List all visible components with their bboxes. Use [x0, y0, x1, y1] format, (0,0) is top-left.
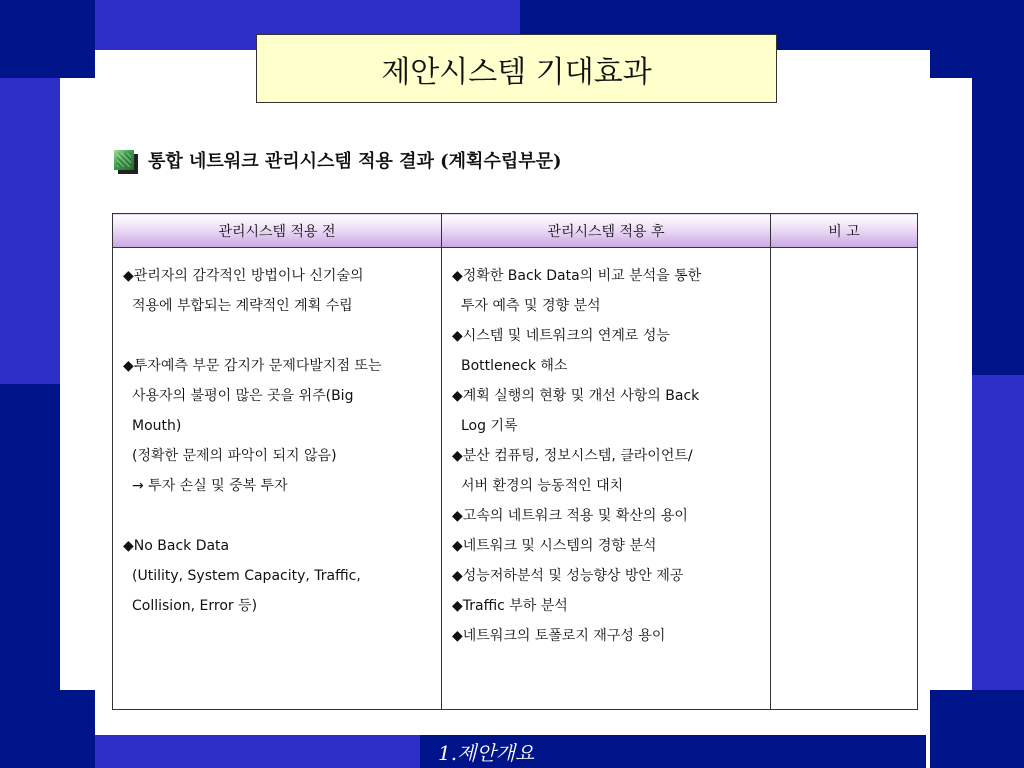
after-line: ◆시스템 및 네트워크의 연계로 성능 — [452, 328, 670, 344]
section-heading — [114, 146, 562, 174]
after-line: ◆분산 컴퓨팅, 정보시스템, 클라이언트/ — [452, 448, 693, 464]
frame-bottom-left-block — [0, 690, 95, 768]
before-line: ◆관리자의 감각적인 방법이나 신기술의 — [123, 268, 364, 284]
header-after: 관리시스템 적용 후 — [442, 214, 771, 248]
before-lines — [123, 261, 441, 621]
after-line: Bottleneck 해소 — [461, 358, 568, 374]
table-header-row — [113, 214, 918, 248]
before-line: Collision, Error 등) — [132, 598, 258, 614]
after-line: ◆네트워크의 토폴로지 재구성 용이 — [452, 628, 666, 644]
after-line: ◆Traffic 부하 분석 — [452, 598, 568, 614]
before-line: (Utility, System Capacity, Traffic, — [132, 568, 361, 584]
before-line: Mouth) — [132, 418, 182, 434]
before-line: ◆No Back Data — [123, 538, 230, 554]
section-title: 통합 네트워크 관리시스템 적용 결과 (계획수립부문) — [148, 151, 562, 172]
frame-right-lower — [972, 375, 1024, 690]
after-line: 투자 예측 및 경향 분석 — [461, 298, 601, 314]
frame-top-right-block — [930, 0, 1024, 78]
frame-left-lower — [0, 384, 60, 690]
frame-right-upper — [972, 78, 1024, 375]
before-line — [123, 321, 441, 351]
footer-label: 1.제안개요 — [420, 735, 926, 768]
after-lines — [452, 261, 770, 651]
after-line: ◆계획 실행의 현황 및 개선 사항의 Back — [452, 388, 700, 404]
frame-bottom-right-block — [930, 690, 1024, 768]
before-line — [123, 501, 441, 531]
before-line: 적용에 부합되는 계략적인 계획 수립 — [132, 298, 353, 314]
after-line: ◆성능저하분석 및 성능향상 방안 제공 — [452, 568, 684, 584]
frame-bottom-band — [95, 735, 420, 768]
after-line: ◆고속의 네트워크 적용 및 확산의 용이 — [452, 508, 688, 524]
header-before: 관리시스템 적용 전 — [113, 214, 442, 248]
frame-left-upper — [0, 78, 60, 384]
comparison-table — [112, 213, 918, 710]
before-line: ◆투자예측 부문 감지가 문제다발지점 또는 — [123, 358, 382, 374]
after-line: 서버 환경의 능동적인 대치 — [461, 478, 624, 494]
slide-title: 제안시스템 기대효과 — [256, 34, 777, 103]
after-line: ◆네트워크 및 시스템의 경향 분석 — [452, 538, 657, 554]
frame-top-left-block — [0, 0, 95, 78]
before-line: → 투자 손실 및 중복 투자 — [132, 478, 288, 494]
after-line: Log 기록 — [461, 418, 518, 434]
before-line: 사용자의 불평이 많은 곳을 위주(Big — [132, 388, 354, 404]
cell-before — [113, 248, 442, 710]
cell-remarks — [771, 248, 918, 710]
after-line: ◆정확한 Back Data의 비교 분석을 통한 — [452, 268, 702, 284]
header-remarks: 비 고 — [771, 214, 918, 248]
green-square-bullet-icon — [114, 150, 134, 170]
table-row — [113, 248, 918, 710]
cell-after — [442, 248, 771, 710]
before-line: (정확한 문제의 파악이 되지 않음) — [132, 448, 337, 464]
